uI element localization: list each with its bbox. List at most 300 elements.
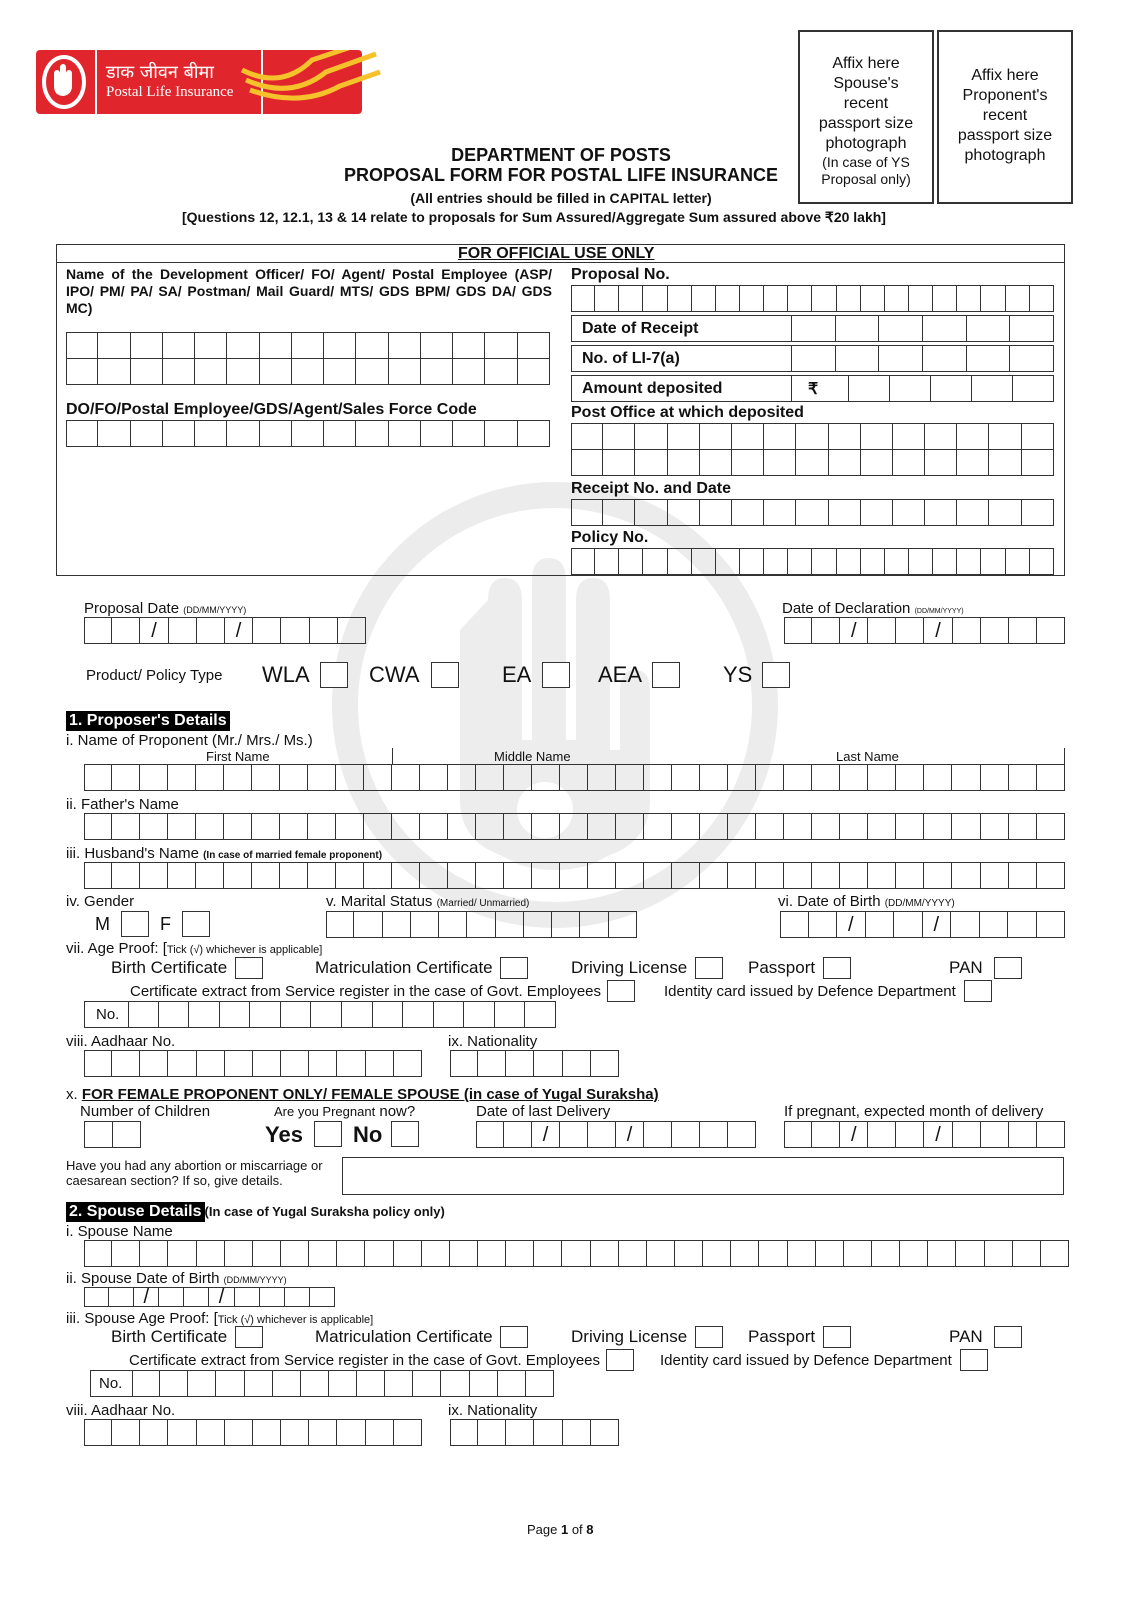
char-cell[interactable] bbox=[184, 1287, 209, 1307]
char-cell[interactable] bbox=[504, 764, 532, 791]
char-cell[interactable] bbox=[668, 499, 700, 526]
char-cell[interactable] bbox=[168, 764, 196, 791]
char-cell[interactable] bbox=[816, 1240, 844, 1267]
char-cell[interactable] bbox=[383, 911, 411, 938]
char-cell[interactable] bbox=[861, 499, 893, 526]
char-cell[interactable] bbox=[518, 358, 550, 385]
proposal-date-input[interactable] bbox=[84, 617, 366, 644]
char-cell[interactable] bbox=[140, 764, 168, 791]
char-cell[interactable] bbox=[84, 1240, 112, 1267]
char-cell[interactable] bbox=[485, 420, 517, 447]
char-cell[interactable] bbox=[225, 1050, 253, 1077]
char-cell[interactable] bbox=[868, 617, 896, 644]
char-cell[interactable] bbox=[700, 1121, 728, 1148]
char-cell[interactable] bbox=[1030, 285, 1054, 312]
char-cell[interactable] bbox=[260, 332, 292, 359]
char-cell[interactable] bbox=[885, 548, 909, 575]
char-cell[interactable] bbox=[812, 1121, 840, 1148]
char-cell[interactable] bbox=[840, 862, 868, 889]
char-cell[interactable] bbox=[1037, 617, 1065, 644]
char-cell[interactable] bbox=[450, 1240, 478, 1267]
char-cell[interactable] bbox=[196, 862, 224, 889]
char-cell[interactable] bbox=[595, 285, 619, 312]
char-cell[interactable] bbox=[700, 499, 732, 526]
char-cell[interactable] bbox=[524, 911, 552, 938]
char-cell[interactable] bbox=[336, 764, 364, 791]
spouse-proof-driving-checkbox[interactable] bbox=[695, 1326, 723, 1348]
char-cell[interactable] bbox=[389, 358, 421, 385]
char-cell[interactable] bbox=[563, 1050, 591, 1077]
spouse-proof-pan-checkbox[interactable] bbox=[994, 1326, 1022, 1348]
char-cell[interactable] bbox=[1009, 617, 1037, 644]
char-cell[interactable] bbox=[728, 1121, 756, 1148]
char-cell[interactable] bbox=[591, 1419, 619, 1446]
char-cell[interactable]: / bbox=[837, 911, 866, 938]
char-cell[interactable] bbox=[951, 911, 980, 938]
char-cell[interactable]: / bbox=[923, 911, 952, 938]
char-cell[interactable] bbox=[534, 1050, 562, 1077]
char-cell[interactable] bbox=[439, 911, 467, 938]
char-cell[interactable] bbox=[616, 764, 644, 791]
char-cell[interactable]: / bbox=[924, 1121, 952, 1148]
spouse-dob-input[interactable] bbox=[84, 1287, 335, 1307]
char-cell[interactable] bbox=[140, 1050, 168, 1077]
char-cell[interactable] bbox=[84, 1287, 109, 1307]
char-cell[interactable] bbox=[285, 1287, 310, 1307]
char-cell[interactable] bbox=[925, 449, 957, 476]
char-cell[interactable] bbox=[619, 285, 643, 312]
char-cell[interactable] bbox=[131, 332, 163, 359]
char-cell[interactable] bbox=[225, 1240, 253, 1267]
proof-no-input[interactable] bbox=[128, 1001, 556, 1028]
char-cell[interactable] bbox=[603, 423, 635, 450]
char-cell[interactable] bbox=[909, 548, 933, 575]
char-cell[interactable] bbox=[829, 499, 861, 526]
char-cell[interactable] bbox=[168, 862, 196, 889]
char-cell[interactable] bbox=[250, 1001, 281, 1028]
char-cell[interactable] bbox=[532, 764, 560, 791]
char-cell[interactable] bbox=[1013, 1240, 1041, 1267]
expected-input[interactable] bbox=[784, 1121, 1065, 1148]
char-cell[interactable] bbox=[644, 862, 672, 889]
char-cell[interactable] bbox=[227, 332, 259, 359]
char-cell[interactable] bbox=[112, 617, 140, 644]
char-cell[interactable] bbox=[464, 1001, 495, 1028]
char-cell[interactable] bbox=[496, 911, 524, 938]
char-cell[interactable] bbox=[235, 1287, 260, 1307]
char-cell[interactable] bbox=[635, 423, 667, 450]
spouse-proof-matric-checkbox[interactable] bbox=[500, 1326, 528, 1348]
children-input[interactable] bbox=[84, 1121, 141, 1148]
product-ea-checkbox[interactable] bbox=[542, 662, 570, 688]
char-cell[interactable] bbox=[635, 499, 667, 526]
char-cell[interactable] bbox=[224, 764, 252, 791]
char-cell[interactable] bbox=[253, 1240, 281, 1267]
nationality-input[interactable] bbox=[450, 1050, 619, 1077]
char-cell[interactable] bbox=[595, 548, 619, 575]
char-cell[interactable] bbox=[1022, 423, 1054, 450]
char-cell[interactable] bbox=[525, 1001, 556, 1028]
char-cell[interactable] bbox=[434, 1001, 465, 1028]
char-cell[interactable] bbox=[476, 764, 504, 791]
char-cell[interactable] bbox=[861, 548, 885, 575]
char-cell[interactable] bbox=[326, 911, 354, 938]
char-cell[interactable] bbox=[336, 862, 364, 889]
char-cell[interactable] bbox=[526, 1370, 554, 1397]
product-aea-checkbox[interactable] bbox=[652, 662, 680, 688]
char-cell[interactable] bbox=[453, 358, 485, 385]
char-cell[interactable] bbox=[504, 862, 532, 889]
char-cell[interactable] bbox=[281, 1240, 309, 1267]
char-cell[interactable] bbox=[84, 862, 112, 889]
char-cell[interactable] bbox=[952, 862, 980, 889]
char-cell[interactable] bbox=[784, 764, 812, 791]
char-cell[interactable] bbox=[168, 813, 196, 840]
char-cell[interactable]: / bbox=[924, 617, 952, 644]
char-cell[interactable] bbox=[894, 911, 923, 938]
char-cell[interactable] bbox=[560, 764, 588, 791]
spouse-photo-box[interactable]: Affix here Spouse's recent passport size photograph (In case of YS Proposal only) bbox=[798, 30, 934, 204]
char-cell[interactable] bbox=[924, 862, 952, 889]
char-cell[interactable] bbox=[1037, 813, 1065, 840]
char-cell[interactable] bbox=[403, 1001, 434, 1028]
char-cell[interactable] bbox=[112, 862, 140, 889]
char-cell[interactable] bbox=[292, 332, 324, 359]
char-cell[interactable] bbox=[224, 862, 252, 889]
char-cell[interactable] bbox=[788, 285, 812, 312]
char-cell[interactable] bbox=[829, 449, 861, 476]
char-cell[interactable] bbox=[609, 911, 637, 938]
proof-pan-checkbox[interactable] bbox=[994, 957, 1022, 979]
char-cell[interactable] bbox=[764, 449, 796, 476]
char-cell[interactable] bbox=[112, 813, 140, 840]
char-cell[interactable] bbox=[756, 813, 784, 840]
dev-officer-name-row2[interactable] bbox=[66, 358, 550, 385]
char-cell[interactable]: / bbox=[209, 1287, 234, 1307]
char-cell[interactable] bbox=[837, 548, 861, 575]
char-cell[interactable] bbox=[588, 1121, 616, 1148]
char-cell[interactable] bbox=[197, 1419, 225, 1446]
char-cell[interactable] bbox=[981, 285, 1005, 312]
char-cell[interactable] bbox=[163, 332, 195, 359]
char-cell[interactable] bbox=[759, 1240, 787, 1267]
char-cell[interactable] bbox=[280, 862, 308, 889]
dev-officer-name-row1[interactable] bbox=[66, 332, 550, 359]
spouse-name-input[interactable] bbox=[84, 1240, 1069, 1267]
char-cell[interactable] bbox=[140, 862, 168, 889]
char-cell[interactable] bbox=[732, 423, 764, 450]
char-cell[interactable] bbox=[868, 764, 896, 791]
char-cell[interactable] bbox=[337, 1240, 365, 1267]
char-cell[interactable] bbox=[518, 332, 550, 359]
char-cell[interactable] bbox=[189, 1001, 220, 1028]
char-cell[interactable] bbox=[253, 617, 281, 644]
char-cell[interactable] bbox=[301, 1370, 329, 1397]
char-cell[interactable] bbox=[131, 358, 163, 385]
char-cell[interactable] bbox=[985, 1240, 1013, 1267]
char-cell[interactable] bbox=[66, 332, 98, 359]
char-cell[interactable] bbox=[1037, 1121, 1065, 1148]
char-cell[interactable] bbox=[389, 420, 421, 447]
char-cell[interactable]: / bbox=[134, 1287, 159, 1307]
char-cell[interactable] bbox=[1009, 813, 1037, 840]
char-cell[interactable] bbox=[309, 1050, 337, 1077]
char-cell[interactable] bbox=[225, 1419, 253, 1446]
char-cell[interactable] bbox=[957, 285, 981, 312]
char-cell[interactable] bbox=[476, 862, 504, 889]
code-input[interactable] bbox=[66, 420, 550, 447]
char-cell[interactable] bbox=[160, 1370, 188, 1397]
char-cell[interactable] bbox=[195, 332, 227, 359]
char-cell[interactable] bbox=[952, 764, 980, 791]
char-cell[interactable] bbox=[356, 358, 388, 385]
char-cell[interactable] bbox=[603, 499, 635, 526]
char-cell[interactable] bbox=[562, 1240, 590, 1267]
char-cell[interactable] bbox=[366, 1050, 394, 1077]
char-cell[interactable] bbox=[140, 813, 168, 840]
policy-no-input[interactable] bbox=[571, 548, 1054, 575]
char-cell[interactable] bbox=[506, 1240, 534, 1267]
char-cell[interactable] bbox=[534, 1240, 562, 1267]
char-cell[interactable] bbox=[188, 1370, 216, 1397]
char-cell[interactable] bbox=[534, 1419, 562, 1446]
char-cell[interactable] bbox=[644, 764, 672, 791]
char-cell[interactable] bbox=[356, 332, 388, 359]
char-cell[interactable] bbox=[756, 764, 784, 791]
gender-f-checkbox[interactable] bbox=[182, 911, 210, 937]
product-wla-checkbox[interactable] bbox=[320, 662, 348, 688]
char-cell[interactable] bbox=[812, 285, 836, 312]
char-cell[interactable] bbox=[896, 1121, 924, 1148]
char-cell[interactable] bbox=[392, 813, 420, 840]
char-cell[interactable]: / bbox=[532, 1121, 560, 1148]
char-cell[interactable] bbox=[364, 862, 392, 889]
char-cell[interactable] bbox=[764, 423, 796, 450]
husband-name-input[interactable] bbox=[84, 862, 1065, 889]
char-cell[interactable] bbox=[796, 423, 828, 450]
char-cell[interactable] bbox=[957, 449, 989, 476]
char-cell[interactable] bbox=[716, 285, 740, 312]
char-cell[interactable] bbox=[1037, 862, 1065, 889]
char-cell[interactable] bbox=[260, 358, 292, 385]
char-cell[interactable] bbox=[563, 1419, 591, 1446]
char-cell[interactable] bbox=[394, 1240, 422, 1267]
char-cell[interactable] bbox=[195, 358, 227, 385]
char-cell[interactable] bbox=[560, 862, 588, 889]
char-cell[interactable] bbox=[253, 1050, 281, 1077]
char-cell[interactable] bbox=[311, 1001, 342, 1028]
proof-birth-checkbox[interactable] bbox=[235, 957, 263, 979]
char-cell[interactable] bbox=[476, 813, 504, 840]
char-cell[interactable]: / bbox=[225, 617, 253, 644]
char-cell[interactable] bbox=[861, 423, 893, 450]
spouse-proof-defence-checkbox[interactable] bbox=[960, 1349, 988, 1371]
char-cell[interactable] bbox=[373, 1001, 404, 1028]
char-cell[interactable] bbox=[506, 1050, 534, 1077]
char-cell[interactable] bbox=[872, 1240, 900, 1267]
char-cell[interactable] bbox=[485, 332, 517, 359]
char-cell[interactable] bbox=[245, 1370, 273, 1397]
char-cell[interactable] bbox=[518, 420, 550, 447]
char-cell[interactable] bbox=[197, 1240, 225, 1267]
char-cell[interactable] bbox=[928, 1240, 956, 1267]
char-cell[interactable] bbox=[128, 1001, 159, 1028]
char-cell[interactable] bbox=[840, 813, 868, 840]
char-cell[interactable] bbox=[280, 813, 308, 840]
proof-passport-checkbox[interactable] bbox=[823, 957, 851, 979]
char-cell[interactable] bbox=[861, 449, 893, 476]
char-cell[interactable] bbox=[421, 420, 453, 447]
char-cell[interactable] bbox=[728, 764, 756, 791]
char-cell[interactable] bbox=[643, 285, 667, 312]
char-cell[interactable] bbox=[893, 423, 925, 450]
char-cell[interactable] bbox=[281, 1050, 309, 1077]
char-cell[interactable] bbox=[197, 617, 225, 644]
char-cell[interactable] bbox=[420, 764, 448, 791]
char-cell[interactable] bbox=[420, 862, 448, 889]
char-cell[interactable] bbox=[692, 548, 716, 575]
char-cell[interactable] bbox=[780, 911, 809, 938]
char-cell[interactable] bbox=[84, 1121, 113, 1148]
gender-m-checkbox[interactable] bbox=[121, 911, 149, 937]
char-cell[interactable] bbox=[812, 813, 840, 840]
char-cell[interactable] bbox=[957, 548, 981, 575]
char-cell[interactable] bbox=[560, 813, 588, 840]
char-cell[interactable] bbox=[981, 548, 1005, 575]
char-cell[interactable] bbox=[1022, 449, 1054, 476]
char-cell[interactable] bbox=[981, 764, 1009, 791]
char-cell[interactable] bbox=[504, 1121, 532, 1148]
char-cell[interactable] bbox=[112, 764, 140, 791]
char-cell[interactable] bbox=[338, 617, 366, 644]
char-cell[interactable] bbox=[411, 911, 439, 938]
char-cell[interactable] bbox=[356, 420, 388, 447]
char-cell[interactable] bbox=[552, 911, 580, 938]
char-cell[interactable] bbox=[84, 1050, 112, 1077]
char-cell[interactable] bbox=[885, 285, 909, 312]
char-cell[interactable] bbox=[953, 617, 981, 644]
char-cell[interactable] bbox=[453, 420, 485, 447]
amount-row[interactable]: Amount deposited ₹ bbox=[571, 375, 1054, 402]
char-cell[interactable] bbox=[588, 862, 616, 889]
char-cell[interactable] bbox=[784, 813, 812, 840]
char-cell[interactable] bbox=[764, 548, 788, 575]
marital-input[interactable] bbox=[326, 911, 637, 938]
char-cell[interactable] bbox=[441, 1370, 469, 1397]
char-cell[interactable] bbox=[392, 862, 420, 889]
char-cell[interactable] bbox=[195, 420, 227, 447]
char-cell[interactable] bbox=[366, 1419, 394, 1446]
char-cell[interactable] bbox=[1009, 862, 1037, 889]
char-cell[interactable] bbox=[981, 617, 1009, 644]
char-cell[interactable] bbox=[197, 1050, 225, 1077]
char-cell[interactable] bbox=[635, 449, 667, 476]
char-cell[interactable] bbox=[1006, 548, 1030, 575]
char-cell[interactable] bbox=[644, 813, 672, 840]
char-cell[interactable] bbox=[933, 285, 957, 312]
char-cell[interactable] bbox=[281, 1001, 312, 1028]
char-cell[interactable] bbox=[952, 813, 980, 840]
char-cell[interactable] bbox=[453, 332, 485, 359]
char-cell[interactable] bbox=[560, 1121, 588, 1148]
char-cell[interactable] bbox=[1006, 285, 1030, 312]
char-cell[interactable] bbox=[924, 764, 952, 791]
char-cell[interactable] bbox=[389, 332, 421, 359]
char-cell[interactable] bbox=[837, 285, 861, 312]
char-cell[interactable] bbox=[112, 1240, 140, 1267]
char-cell[interactable] bbox=[420, 813, 448, 840]
char-cell[interactable] bbox=[252, 813, 280, 840]
char-cell[interactable] bbox=[329, 1370, 357, 1397]
char-cell[interactable] bbox=[989, 499, 1021, 526]
char-cell[interactable] bbox=[981, 862, 1009, 889]
char-cell[interactable] bbox=[163, 420, 195, 447]
char-cell[interactable] bbox=[668, 285, 692, 312]
spouse-proof-passport-checkbox[interactable] bbox=[823, 1326, 851, 1348]
char-cell[interactable] bbox=[909, 285, 933, 312]
char-cell[interactable] bbox=[324, 420, 356, 447]
abortion-details-input[interactable] bbox=[342, 1157, 1064, 1195]
char-cell[interactable] bbox=[364, 764, 392, 791]
char-cell[interactable] bbox=[896, 862, 924, 889]
proof-driving-checkbox[interactable] bbox=[695, 957, 723, 979]
char-cell[interactable] bbox=[84, 764, 112, 791]
char-cell[interactable] bbox=[1009, 764, 1037, 791]
char-cell[interactable]: / bbox=[616, 1121, 644, 1148]
char-cell[interactable] bbox=[756, 862, 784, 889]
char-cell[interactable] bbox=[394, 1050, 422, 1077]
char-cell[interactable] bbox=[784, 1121, 812, 1148]
char-cell[interactable] bbox=[809, 911, 838, 938]
char-cell[interactable] bbox=[98, 332, 130, 359]
char-cell[interactable] bbox=[253, 1419, 281, 1446]
char-cell[interactable]: / bbox=[140, 617, 168, 644]
char-cell[interactable] bbox=[740, 548, 764, 575]
char-cell[interactable] bbox=[140, 1419, 168, 1446]
product-cwa-checkbox[interactable] bbox=[431, 662, 459, 688]
char-cell[interactable] bbox=[467, 911, 495, 938]
char-cell[interactable] bbox=[365, 1240, 393, 1267]
post-office-row1[interactable] bbox=[571, 423, 1054, 450]
char-cell[interactable] bbox=[989, 423, 1021, 450]
char-cell[interactable] bbox=[896, 764, 924, 791]
date-receipt-row[interactable]: Date of Receipt bbox=[571, 315, 1054, 342]
char-cell[interactable] bbox=[252, 764, 280, 791]
char-cell[interactable] bbox=[616, 862, 644, 889]
char-cell[interactable] bbox=[571, 548, 595, 575]
char-cell[interactable] bbox=[532, 862, 560, 889]
char-cell[interactable] bbox=[893, 499, 925, 526]
char-cell[interactable] bbox=[308, 862, 336, 889]
char-cell[interactable] bbox=[385, 1370, 413, 1397]
char-cell[interactable] bbox=[668, 423, 700, 450]
char-cell[interactable] bbox=[1008, 911, 1037, 938]
char-cell[interactable] bbox=[603, 449, 635, 476]
char-cell[interactable] bbox=[953, 1121, 981, 1148]
proof-matric-checkbox[interactable] bbox=[500, 957, 528, 979]
pregnant-no-checkbox[interactable] bbox=[391, 1121, 419, 1147]
char-cell[interactable] bbox=[448, 813, 476, 840]
char-cell[interactable] bbox=[700, 423, 732, 450]
char-cell[interactable] bbox=[784, 862, 812, 889]
char-cell[interactable] bbox=[812, 617, 840, 644]
char-cell[interactable] bbox=[591, 1050, 619, 1077]
char-cell[interactable] bbox=[812, 764, 840, 791]
char-cell[interactable] bbox=[66, 420, 98, 447]
char-cell[interactable] bbox=[643, 548, 667, 575]
char-cell[interactable] bbox=[113, 1121, 142, 1148]
char-cell[interactable] bbox=[732, 499, 764, 526]
